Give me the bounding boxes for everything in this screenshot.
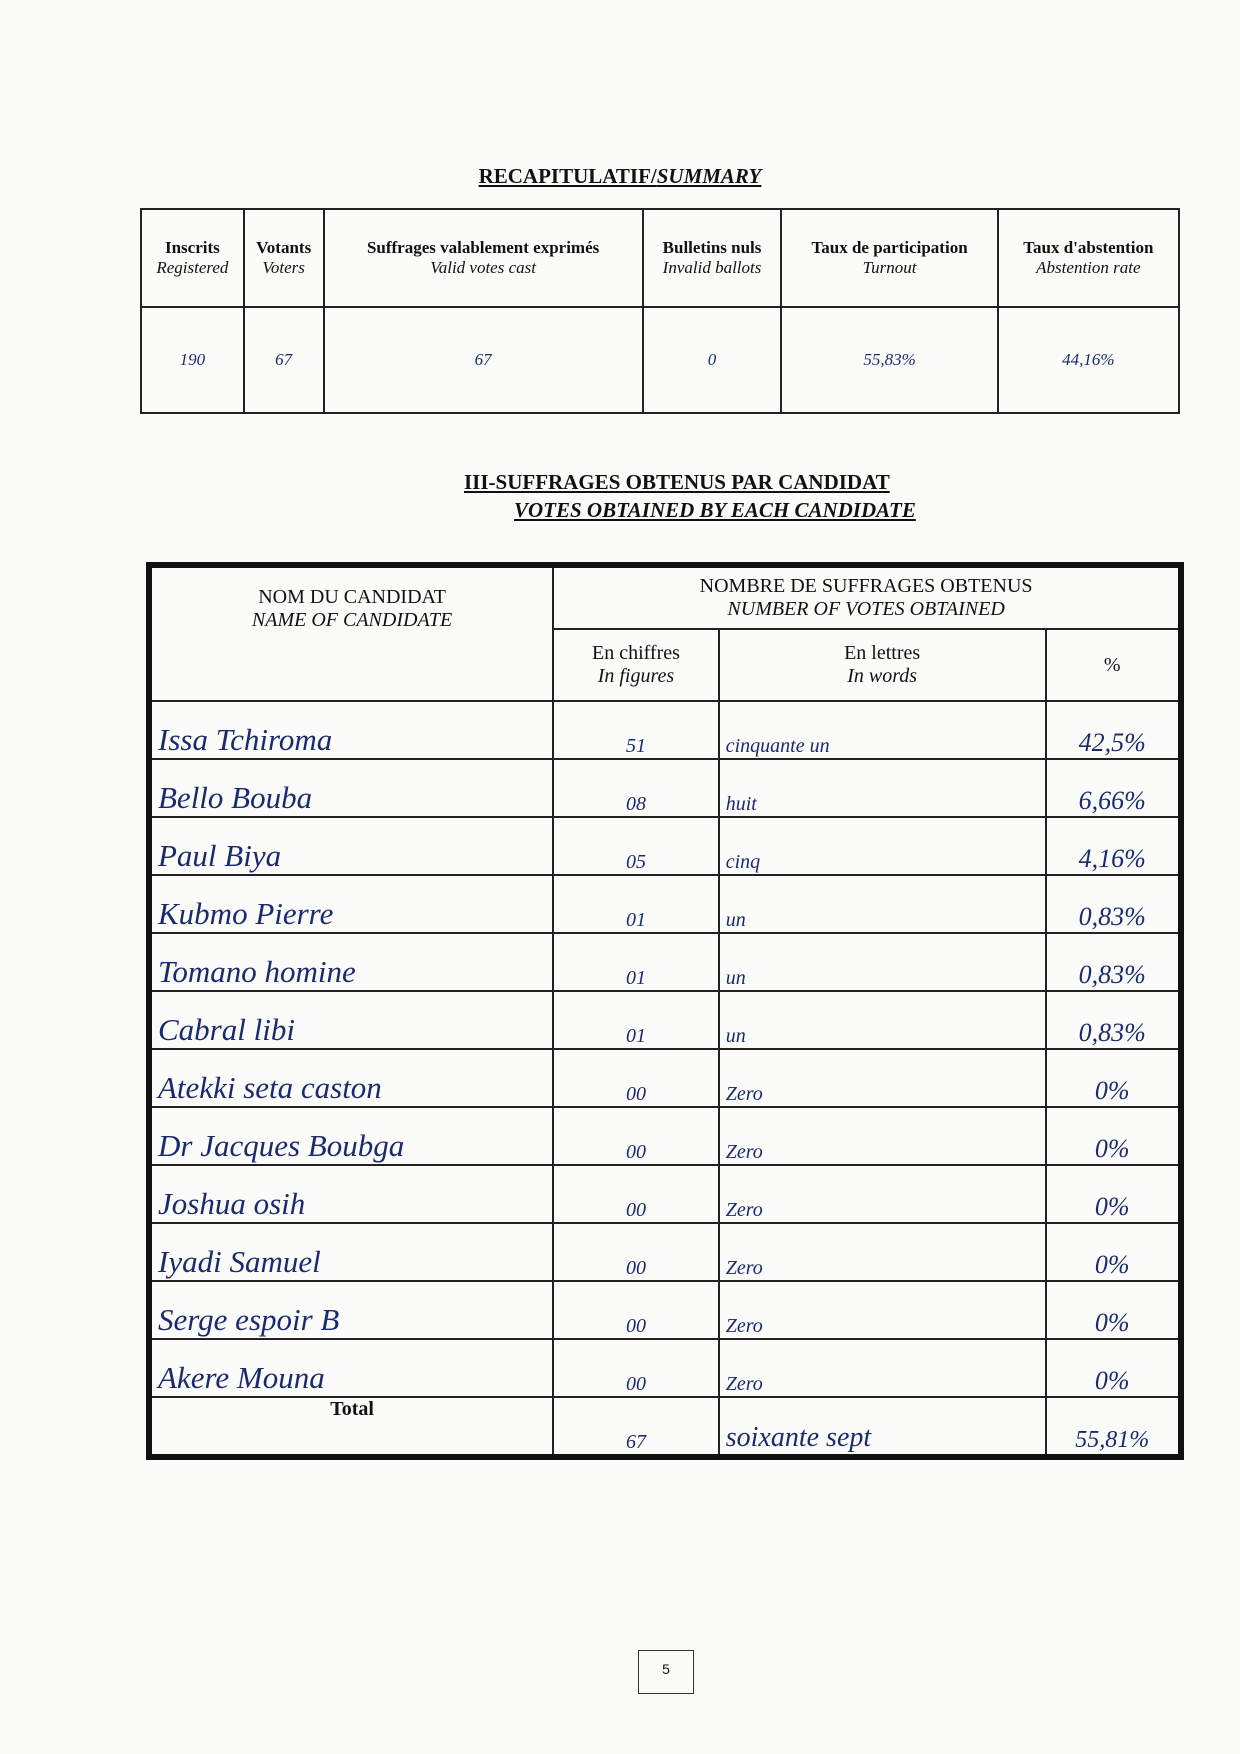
candidate-name: Issa Tchiroma [149, 701, 553, 759]
votes-figures: 00 [553, 1223, 719, 1281]
votes-percent: 0% [1046, 1339, 1181, 1397]
votes-percent: 0,83% [1046, 933, 1181, 991]
votes-percent: 42,5% [1046, 701, 1181, 759]
votes-words: Zero [719, 1107, 1046, 1165]
summary-header: Votants Voters [244, 209, 324, 307]
votes-words: un [719, 933, 1046, 991]
header-figures: En chiffres In figures [553, 629, 719, 701]
votes-figures: 01 [553, 875, 719, 933]
page-number: 5 [638, 1650, 694, 1694]
votes-figures: 05 [553, 817, 719, 875]
total-row [149, 1397, 1181, 1457]
votes-words: cinq [719, 817, 1046, 875]
votes-percent: 0% [1046, 1107, 1181, 1165]
summary-value: 44,16% [998, 307, 1179, 413]
header-percent: % [1046, 629, 1181, 701]
candidate-name: Joshua osih [149, 1165, 553, 1223]
table-row [149, 1339, 1181, 1397]
candidate-name: Atekki seta caston [149, 1049, 553, 1107]
table-row [149, 1049, 1181, 1107]
summary-value: 55,83% [781, 307, 997, 413]
votes-figures: 00 [553, 1049, 719, 1107]
candidate-name: Kubmo Pierre [149, 875, 553, 933]
votes-figures: 08 [553, 759, 719, 817]
votes-percent: 0% [1046, 1223, 1181, 1281]
summary-table [140, 208, 1180, 414]
votes-percent: 4,16% [1046, 817, 1181, 875]
summary-header: Bulletins nuls Invalid ballots [643, 209, 782, 307]
votes-percent: 6,66% [1046, 759, 1181, 817]
summary-value: 67 [324, 307, 643, 413]
section-heading: III-SUFFRAGES OBTENUS PAR CANDIDAT VOTES OBTAINED BY EACH CANDIDATE [464, 470, 916, 522]
table-row [149, 933, 1181, 991]
votes-figures: 00 [553, 1165, 719, 1223]
candidate-name: Cabral libi [149, 991, 553, 1049]
summary-title: RECAPITULATIF/SUMMARY [478, 164, 762, 188]
votes-words: Zero [719, 1281, 1046, 1339]
candidate-name: Paul Biya [149, 817, 553, 875]
candidate-name: Tomano homine [149, 933, 553, 991]
summary-header: Taux de participation Turnout [781, 209, 997, 307]
total-figures: 67 [553, 1397, 719, 1457]
votes-words: Zero [719, 1049, 1046, 1107]
total-label: Total [149, 1397, 553, 1457]
votes-percent: 0,83% [1046, 991, 1181, 1049]
votes-figures: 51 [553, 701, 719, 759]
votes-percent: 0,83% [1046, 875, 1181, 933]
header-words: En lettres In words [719, 629, 1046, 701]
total-percent: 55,81% [1046, 1397, 1181, 1457]
votes-words: un [719, 991, 1046, 1049]
candidate-name: Bello Bouba [149, 759, 553, 817]
votes-figures: 01 [553, 991, 719, 1049]
table-row [149, 991, 1181, 1049]
votes-figures: 01 [553, 933, 719, 991]
header-name: NOM DU CANDIDAT NAME OF CANDIDATE [149, 565, 553, 701]
table-row [149, 1223, 1181, 1281]
summary-value: 0 [643, 307, 782, 413]
votes-words: Zero [719, 1339, 1046, 1397]
table-row [149, 1165, 1181, 1223]
votes-words: huit [719, 759, 1046, 817]
candidate-name: Iyadi Samuel [149, 1223, 553, 1281]
table-row [149, 759, 1181, 817]
votes-words: Zero [719, 1165, 1046, 1223]
candidate-name: Serge espoir B [149, 1281, 553, 1339]
summary-header: Suffrages valablement exprimés Valid votes cast [324, 209, 643, 307]
votes-figures: 00 [553, 1107, 719, 1165]
votes-percent: 0% [1046, 1049, 1181, 1107]
table-row [149, 701, 1181, 759]
votes-percent: 0% [1046, 1165, 1181, 1223]
votes-figures: 00 [553, 1339, 719, 1397]
candidate-name: Akere Mouna [149, 1339, 553, 1397]
table-row [149, 1107, 1181, 1165]
votes-figures: 00 [553, 1281, 719, 1339]
summary-value: 190 [141, 307, 244, 413]
table-row [149, 1281, 1181, 1339]
header-votes: NOMBRE DE SUFFRAGES OBTENUS NUMBER OF VOTES OBTAINED [553, 565, 1181, 629]
summary-header: Inscrits Registered [141, 209, 244, 307]
votes-words: un [719, 875, 1046, 933]
votes-percent: 0% [1046, 1281, 1181, 1339]
table-row [149, 875, 1181, 933]
candidate-name: Dr Jacques Boubga [149, 1107, 553, 1165]
summary-header: Taux d'abstention Abstention rate [998, 209, 1179, 307]
votes-words: Zero [719, 1223, 1046, 1281]
votes-words: cinquante un [719, 701, 1046, 759]
summary-value: 67 [244, 307, 324, 413]
votes-table [146, 562, 1184, 1460]
total-words: soixante sept [719, 1397, 1046, 1457]
table-row [149, 817, 1181, 875]
